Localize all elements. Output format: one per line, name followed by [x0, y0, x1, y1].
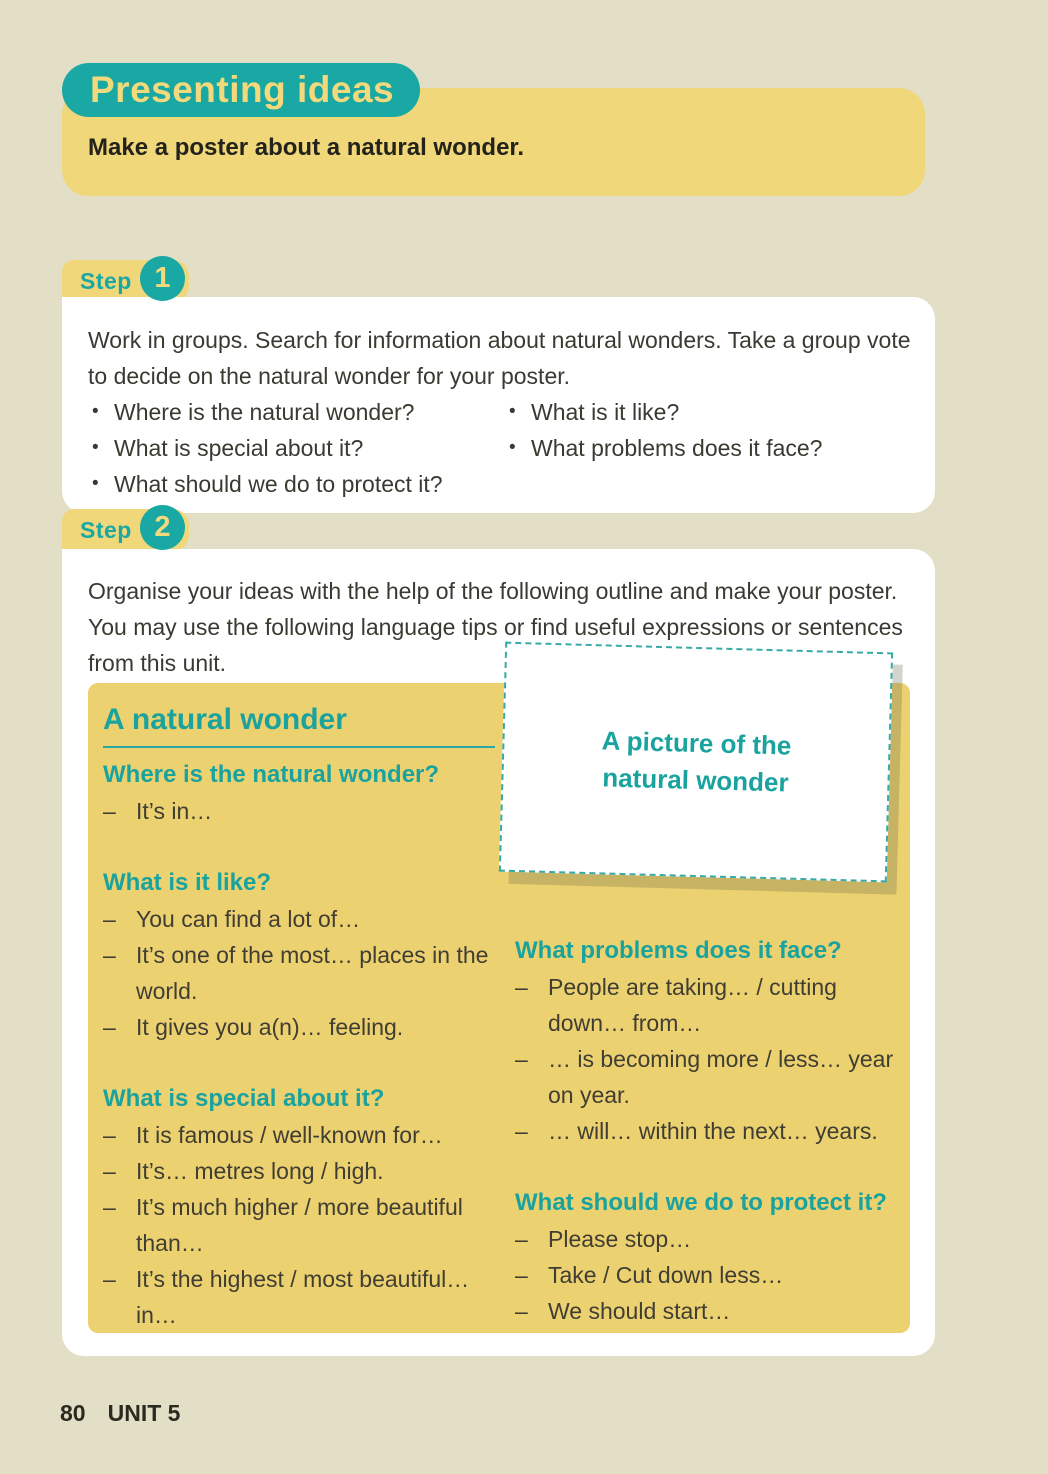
- step1-card: [62, 297, 935, 513]
- outline-item: – It is famous / well-known for…: [103, 1117, 495, 1153]
- step1-intro: Work in groups. Search for information about natural wonders. Take a group vote to decide on the natural wonder for your poster.: [88, 327, 911, 389]
- outline-section-protect: [515, 1185, 903, 1329]
- step1-label: Step: [80, 267, 132, 294]
- step2-label: Step: [80, 516, 132, 543]
- step1-bullet-columns: [88, 394, 915, 502]
- outline-items: [515, 1221, 903, 1329]
- outline-item: – Please stop…: [515, 1221, 903, 1257]
- bullet-item: • What is it like?: [505, 394, 822, 430]
- outline-title: A natural wonder: [103, 703, 347, 736]
- outline-items: [103, 793, 495, 829]
- task-statement: Make a poster about a natural wonder.: [88, 134, 525, 161]
- outline-section-special: [103, 1081, 495, 1333]
- outline-item: – Take / Cut down less…: [515, 1257, 903, 1293]
- step1-number: 1: [154, 262, 171, 294]
- outline-item: – You can find a lot of…: [103, 901, 495, 937]
- outline-section-where: [103, 757, 495, 829]
- outline-heading: What is special about it?: [103, 1085, 385, 1112]
- outline-item: – We should start…: [515, 1293, 903, 1329]
- outline-item: – It gives you a(n)… feeling.: [103, 1009, 495, 1045]
- outline-right-column: [515, 933, 903, 1329]
- section-title-pill: [62, 63, 420, 117]
- outline-left-column: [103, 701, 495, 1333]
- outline-section-problems: [515, 933, 903, 1149]
- outline-item: – It’s one of the most… places in the world.: [103, 937, 495, 1009]
- page-footer: [60, 1400, 180, 1427]
- outline-heading: What is it like?: [103, 869, 272, 896]
- bullet-item: • Where is the natural wonder?: [88, 394, 505, 430]
- page-number: 80: [60, 1400, 86, 1426]
- outline-items: [103, 901, 495, 1045]
- outline-heading: What should we do to protect it?: [515, 1189, 887, 1216]
- outline-item: – It’s the highest / most beautiful… in…: [103, 1261, 495, 1333]
- step1-bullets-left: [88, 394, 505, 502]
- outline-items: [515, 969, 903, 1149]
- bullet-item: • What is special about it?: [88, 430, 505, 466]
- step1-number-badge: [140, 256, 185, 301]
- bullet-item: • What should we do to protect it?: [88, 466, 505, 502]
- outline-item: – People are taking… / cutting down… from…: [515, 969, 903, 1041]
- section-title: Presenting ideas: [90, 69, 395, 110]
- outline-underline: [103, 746, 495, 748]
- outline-item: – … is becoming more / less… year on year.: [515, 1041, 903, 1113]
- picture-placeholder-label: A picture of the natural wonder: [601, 725, 792, 798]
- outline-item: – It’s in…: [103, 793, 495, 829]
- step2-intro: Organise your ideas with the help of the following outline and make your poster. You may use the following language tips or find useful expressions or sentences from this unit.: [88, 578, 903, 676]
- step2-number: 2: [154, 511, 171, 543]
- picture-placeholder: [499, 642, 893, 883]
- outline-items: [103, 1117, 495, 1333]
- outline-item: – … will… within the next… years.: [515, 1113, 903, 1149]
- outline-heading: Where is the natural wonder?: [103, 761, 440, 788]
- outline-heading: What problems does it face?: [515, 937, 842, 964]
- step1-bullets-right: [505, 394, 822, 502]
- bullet-item: • What problems does it face?: [505, 430, 822, 466]
- outline-item: – It’s… metres long / high.: [103, 1153, 495, 1189]
- outline-section-like: [103, 865, 495, 1045]
- outline-item: – It’s much higher / more beautiful than…: [103, 1189, 495, 1261]
- unit-label: UNIT 5: [107, 1400, 181, 1426]
- step2-number-badge: [140, 505, 185, 550]
